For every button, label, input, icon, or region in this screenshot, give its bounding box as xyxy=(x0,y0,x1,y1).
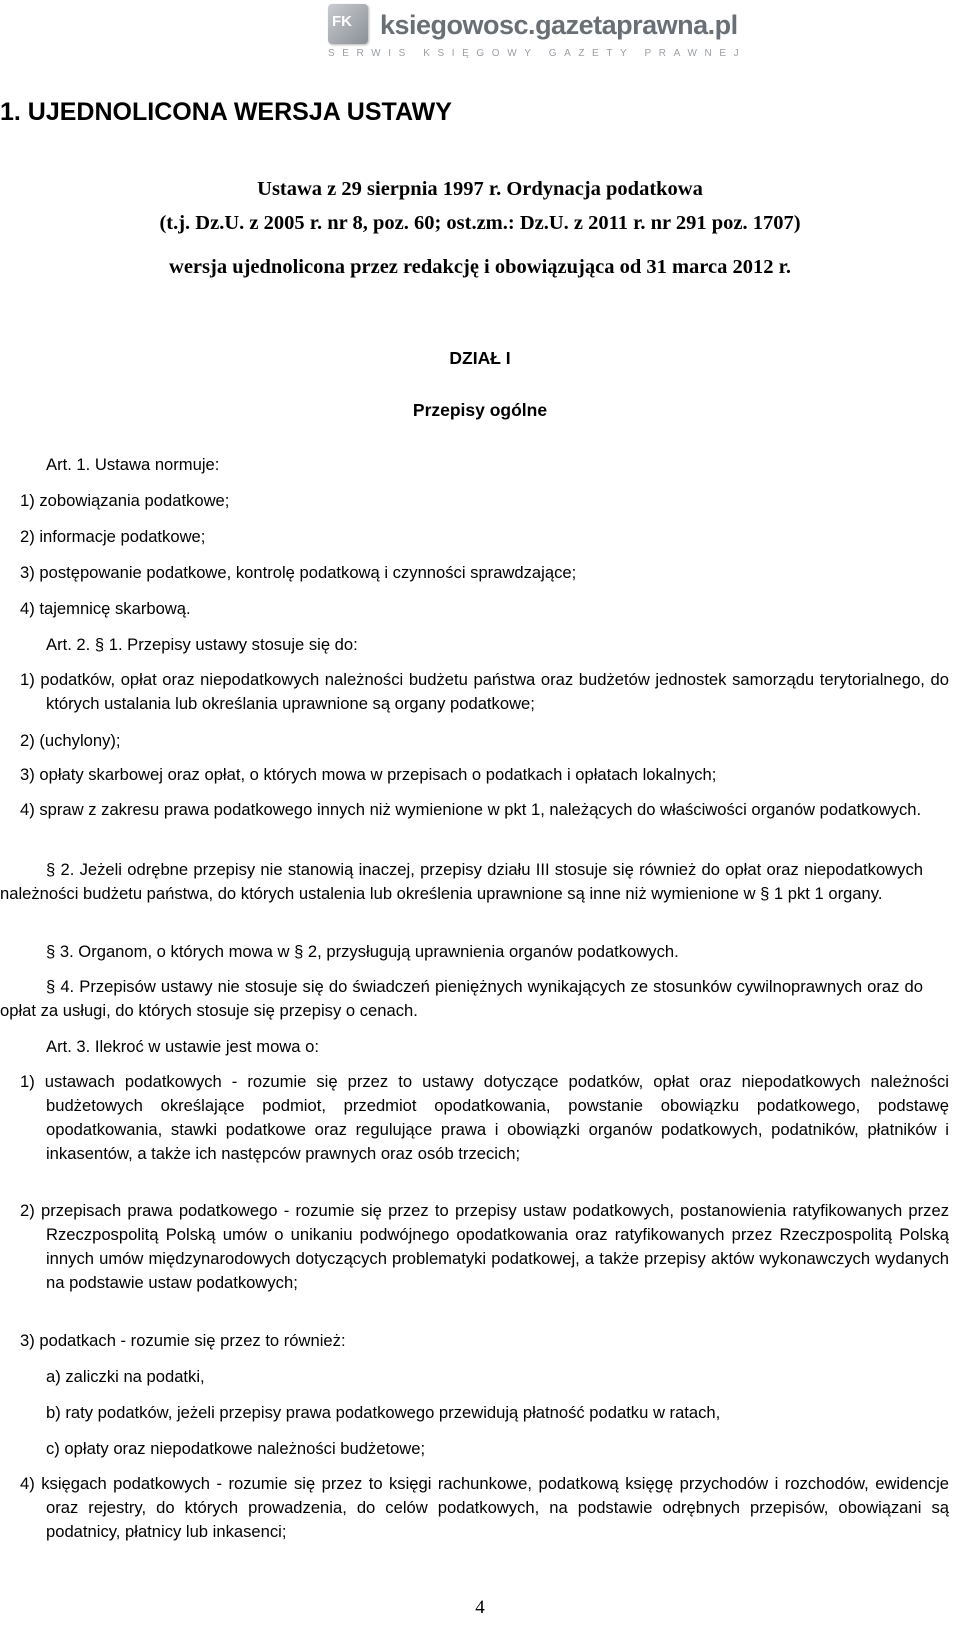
art3-intro: Art. 3. Ilekroć w ustawie jest mowa o: xyxy=(46,1037,319,1056)
art1-item: 1) zobowiązania podatkowe; xyxy=(20,491,230,510)
art2-item: 1) podatków, opłat oraz niepodatkowych należności budżetu państwa oraz budżetów jednostek samorządu terytorialnego, do których ustalania lub określania uprawnione są organy podatkowe; xyxy=(20,670,949,713)
act-title: Ustawa z 29 sierpnia 1997 r. Ordynacja podatkowa xyxy=(257,178,703,200)
document-heading: 1. UJEDNOLICONA WERSJA USTAWY xyxy=(0,98,452,126)
act-citation: (t.j. Dz.U. z 2005 r. nr 8, poz. 60; ost.zm.: Dz.U. z 2011 r. nr 291 poz. 1707) xyxy=(159,212,801,234)
art3-item-3: 3) podatkach - rozumie się przez to również: xyxy=(20,1331,346,1350)
fk-logo-icon: FK xyxy=(328,4,368,44)
section-title: DZIAŁ I xyxy=(449,348,511,368)
art1-item: 3) postępowanie podatkowe, kontrolę podatkową i czynności sprawdzające; xyxy=(20,563,577,582)
art3-subitem: a) zaliczki na podatki, xyxy=(46,1367,205,1386)
art1-item: 4) tajemnicę skarbową. xyxy=(20,599,191,618)
act-version-note: wersja ujednolicona przez redakcję i obowiązująca od 31 marca 2012 r. xyxy=(169,256,791,278)
art2-item: 3) opłaty skarbowej oraz opłat, o których mowa w przepisach o podatkach i opłatach lokalnych; xyxy=(20,765,717,784)
art2-paragraph-3: § 3. Organom, o których mowa w § 2, przysługują uprawnienia organów podatkowych. xyxy=(46,942,679,961)
art2-paragraph-4: § 4. Przepisów ustawy nie stosuje się do świadczeń pieniężnych wynikających ze stosunków cywilnoprawnych oraz do opłat za usługi, do których stosuje się przepisy o cenach. xyxy=(0,977,923,1020)
art3-item-4: 4) księgach podatkowych - rozumie się przez to księgi rachunkowe, podatkową księgę przychodów i rozchodów, ewidencje oraz rejestry, do których prowadzenia, do celów podatkowych, na podstawie odrębnych przepisów, obowiązani są podatnicy, płatnicy lub inkasenci; xyxy=(20,1474,949,1541)
art1-item: 2) informacje podatkowe; xyxy=(20,527,206,546)
art2-item: 2) (uchylony); xyxy=(20,731,121,750)
logo-tagline: SERWIS KSIĘGOWY GAZETY PRAWNEJ xyxy=(328,48,747,59)
art2-intro: Art. 2. § 1. Przepisy ustawy stosuje się do: xyxy=(46,635,358,654)
logo-domain: ksiegowosc.gazetaprawna.pl xyxy=(380,10,738,40)
art3-subitem: b) raty podatków, jeżeli przepisy prawa podatkowego przewidują płatność podatku w ratach, xyxy=(46,1403,721,1422)
art2-item: 4) spraw z zakresu prawa podatkowego innych niż wymienione w pkt 1, należących do właściwości organów podatkowych. xyxy=(20,800,922,819)
art2-paragraph-2: § 2. Jeżeli odrębne przepisy nie stanowią inaczej, przepisy działu III stosuje się również do opłat oraz niepodatkowych należności budżetu państwa, do których ustalenia lub określenia uprawnione są inne niż wymienione w § 1 pkt 1 organy. xyxy=(0,860,923,903)
section-subtitle: Przepisy ogólne xyxy=(412,400,548,420)
art1-intro: Art. 1. Ustawa normuje: xyxy=(46,455,220,474)
art3-item-2: 2) przepisach prawa podatkowego - rozumie się przez to przepisy ustaw podatkowych, postanowienia ratyfikowanych przez Rzeczpospolitą Polską umów o unikaniu podwójnego opodatkowania oraz ratyfikowanych przez Rzeczpospolitą Polską innych umów międzynarodowych dotyczących problematyki podatkowej, a także przepisy aktów wykonawczych wydanych na podstawie ustaw podatkowych; xyxy=(20,1201,949,1292)
site-logo[interactable] xyxy=(328,2,747,62)
page-number: 4 xyxy=(475,1597,485,1618)
art3-item-1: 1) ustawach podatkowych - rozumie się przez to ustawy dotyczące podatków, opłat oraz niepodatkowych należności budżetowych określające podmiot, przedmiot opodatkowania, powstanie obowiązku podatkowego, podstawę opodatkowania, stawki podatkowe oraz regulujące prawa i obowiązki organów podatkowych, podatników, płatników i inkasentów, a także ich następców prawnych oraz osób trzecich; xyxy=(20,1072,949,1163)
art3-subitem: c) opłaty oraz niepodatkowe należności budżetowe; xyxy=(46,1439,426,1458)
